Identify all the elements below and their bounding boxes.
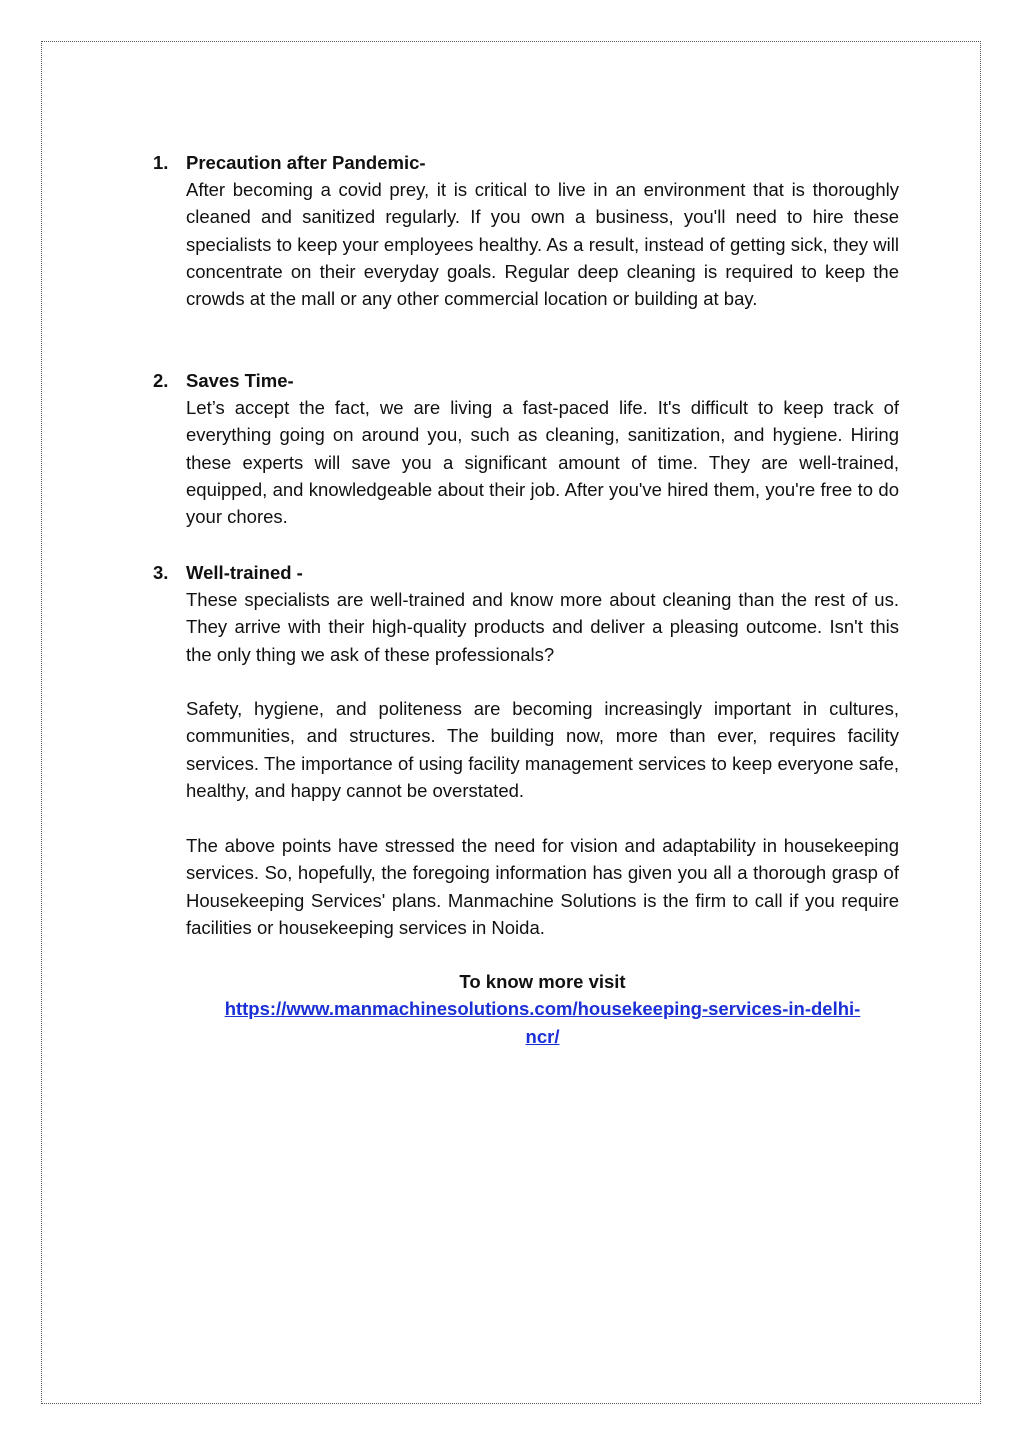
paragraph-safety: Safety, hygiene, and politeness are becoming increasingly important in cultures, communities, and structures. The building now, more than ever, requires facility services. The importance of using facility management services to keep everyone safe, healthy, and happy cannot be overstated.: [186, 698, 899, 801]
section-body: After becoming a covid prey, it is critical to live in an environment that is thoroughly cleaned and sanitized regularly. If you own a business, you'll need to hire these specialists to keep your employees healthy. As a result, instead of getting sick, they will concentrate on their everyday goals. Regular deep cleaning is required to keep the crowds at the mall or any other commercial location or building at bay.: [186, 179, 899, 310]
section-title: Well-trained -: [186, 562, 303, 583]
section-number: 3.: [153, 562, 169, 583]
visit-link[interactable]: [225, 998, 861, 1046]
section-precaution: [153, 149, 899, 312]
section-number: 1.: [153, 152, 169, 173]
visit-block: [186, 968, 899, 1050]
visit-link-line2: ncr/: [525, 1025, 560, 1047]
section-heading: [153, 559, 899, 586]
section-saves-time: [153, 367, 899, 530]
section-title: Precaution after Pandemic-: [186, 152, 426, 173]
section-heading: [153, 367, 899, 394]
section-body: Let’s accept the fact, we are living a fast-paced life. It's difficult to keep track of everything going on around you, such as cleaning, sanitization, and hygiene. Hiring these experts will save you a significant amount of time. They are well-trained, equipped, and knowledgeable about their job. After you've hired them, you're free to do your chores.: [186, 397, 899, 528]
paragraph-conclusion: The above points have stressed the need for vision and adaptability in housekeeping services. So, hopefully, the foregoing information has given you all a thorough grasp of Housekeeping Services' plans. Manmachine Solutions is the firm to call if you require facilities or housekeeping services in Noida.: [186, 835, 899, 938]
visit-link-line1: https://www.manmachinesolutions.com/housekeeping-services-in-delhi-: [224, 998, 861, 1020]
section-heading: [153, 149, 899, 176]
section-body: These specialists are well-trained and know more about cleaning than the rest of us. They arrive with their high-quality products and deliver a pleasing outcome. Isn't this the only thing we ask of these professionals?: [186, 589, 899, 665]
visit-label: To know more visit: [459, 971, 626, 992]
section-number: 2.: [153, 370, 169, 391]
section-well-trained: [153, 559, 899, 668]
section-title: Saves Time-: [186, 370, 294, 391]
